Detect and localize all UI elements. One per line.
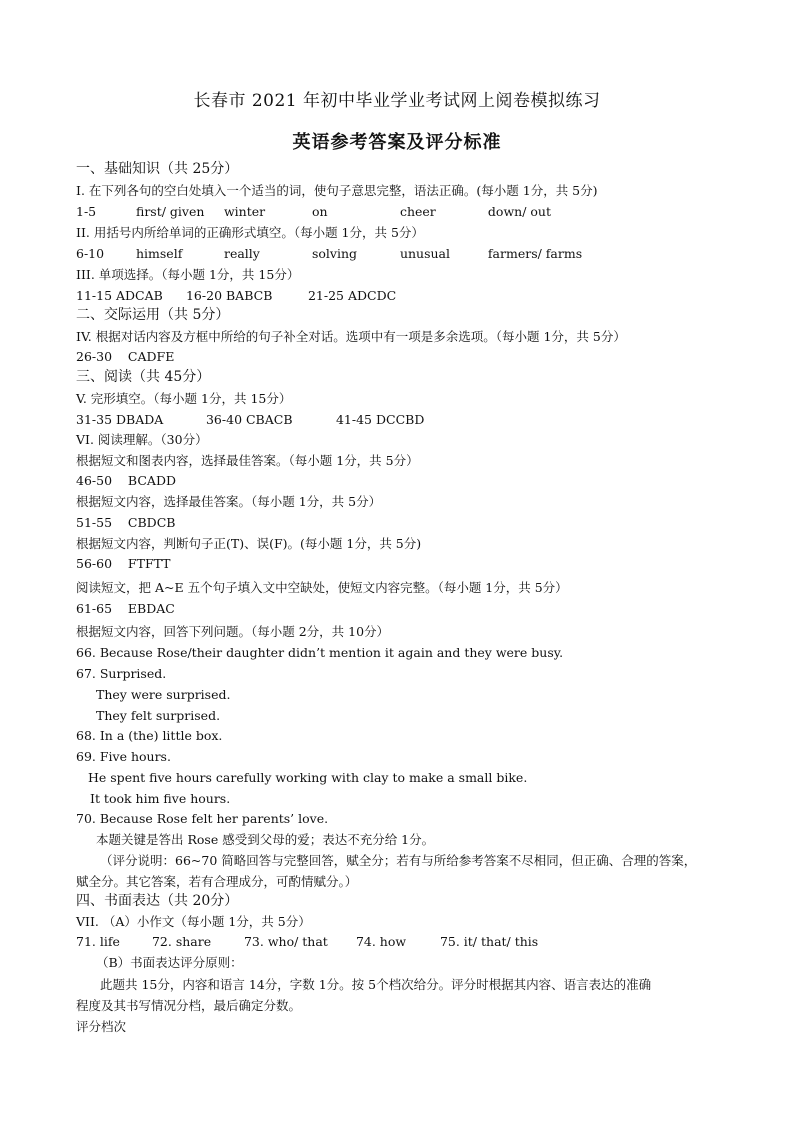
answer-cell: unusual: [399, 246, 451, 261]
answer-cell: 73. who/ that: [243, 934, 328, 949]
answer-group: 21-25 ADCDC: [307, 288, 397, 303]
reading-5-instruction: 根据短文内容，回答下列问题。（每小题 2分，共 10分）: [76, 624, 390, 639]
document-title: 长春市 2021 年初中毕业学业考试网上阅卷模拟练习: [193, 91, 601, 111]
answer-cell: himself: [135, 246, 183, 261]
answer-group: 11-15 ADCAB: [76, 288, 163, 303]
answer-cell: on: [311, 204, 328, 219]
answer-67-alt: They felt surprised.: [96, 708, 221, 723]
answer-cell: 75. it/ that/ this: [439, 934, 539, 949]
answer-cell: 74. how: [355, 934, 407, 949]
grade-label: 评分档次: [76, 1019, 127, 1034]
answer-cell: winter: [223, 204, 266, 219]
answer-group: 16-20 BABCB: [185, 288, 273, 303]
section-heading-3: 三、阅读（共 45分）: [76, 369, 211, 385]
reading-4-instruction: 阅读短文，把 A~E 五个句子填入文中空缺处，使短文内容完整。（每小题 1分，共 5分）: [76, 580, 568, 595]
part6-instruction: VI. 阅读理解。（30分）: [76, 432, 208, 447]
reading-3-instruction: 根据短文内容，判断句子正(T)、误(F)。(每小题 1分，共 5分): [76, 536, 422, 551]
answer-cell: farmers/ farms: [487, 246, 583, 261]
answer-cell: solving: [311, 246, 358, 261]
scoring-note: （评分说明：66~70 简略回答与完整回答，赋全分；若有与所给参考答案不尽相同，但正确、合理的答案，: [100, 853, 697, 868]
reading-4-answers: 61-65 EBDAC: [76, 601, 175, 616]
answer-69: 69. Five hours.: [76, 749, 171, 764]
part7-answers: [76, 934, 538, 950]
section-heading-4: 四、书面表达（共 20分）: [76, 893, 239, 909]
answer-range: 6-10: [76, 246, 105, 261]
answer-68: 68. In a (the) little box.: [76, 728, 223, 743]
reading-1-instruction: 根据短文和图表内容，选择最佳答案。（每小题 1分，共 5分）: [76, 453, 419, 468]
reading-1-answers: 46-50 BCADD: [76, 473, 176, 488]
part5-instruction: V. 完形填空。（每小题 1分，共 15分）: [76, 391, 292, 406]
part2-answers: [76, 246, 582, 262]
scoring-note: 赋全分。其它答案，若有合理成分，可酌情赋分。）: [76, 874, 358, 889]
answer-cell: 72. share: [151, 934, 212, 949]
reading-2-instruction: 根据短文内容，选择最佳答案。（每小题 1分，共 5分）: [76, 494, 382, 509]
partB-text: 程度及其书写情况分档，最后确定分数。: [76, 998, 302, 1013]
answer-cell: down/ out: [487, 204, 551, 219]
section-heading-1: 一、基础知识（共 25分）: [76, 161, 239, 177]
part7-instruction: VII. （A）小作文（每小题 1分，共 5分）: [76, 914, 311, 929]
answer-cell: cheer: [399, 204, 436, 219]
part5-answers: [76, 412, 424, 428]
answer-67: 67. Surprised.: [76, 666, 167, 681]
part2-instruction: II. 用括号内所给单词的正确形式填空。（每小题 1分，共 5分）: [76, 225, 424, 240]
reading-2-answers: 51-55 CBDCB: [76, 515, 176, 530]
answer-cell: first/ given: [135, 204, 205, 219]
answer-cell: really: [223, 246, 260, 261]
answer-70-note: 本题关键是答出 Rose 感受到父母的爱；表达不充分给 1分。: [96, 832, 435, 847]
answer-group: 31-35 DBADA: [76, 412, 164, 427]
section-heading-2: 二、交际运用（共 5分）: [76, 307, 230, 323]
part1-answers: [76, 204, 551, 220]
document-subtitle: 英语参考答案及评分标准: [292, 132, 502, 153]
answer-group: 36-40 CBACB: [205, 412, 293, 427]
part3-answers: [76, 288, 396, 304]
part4-instruction: IV. 根据对话内容及方框中所给的句子补全对话。选项中有一项是多余选项。（每小题 1分，共 5分）: [76, 329, 626, 344]
answer-cell: 71. life: [76, 934, 120, 949]
answer-67-alt: They were surprised.: [96, 687, 231, 702]
reading-3-answers: 56-60 FTFTT: [76, 556, 171, 571]
answer-66: 66. Because Rose/their daughter didn’t mention it again and they were busy.: [76, 645, 564, 660]
part4-answers: 26-30 CADFE: [76, 349, 175, 364]
answer-69-alt: He spent five hours carefully working with clay to make a small bike.: [88, 770, 528, 785]
answer-range: 1-5: [76, 204, 97, 219]
part3-instruction: III. 单项选择。（每小题 1分，共 15分）: [76, 267, 300, 282]
answer-70: 70. Because Rose felt her parents’ love.: [76, 811, 329, 826]
answer-group: 41-45 DCCBD: [335, 412, 425, 427]
answer-69-alt: It took him five hours.: [90, 791, 231, 806]
part1-instruction: I. 在下列各句的空白处填入一个适当的词，使句子意思完整，语法正确。(每小题 1分，共 5分): [76, 183, 598, 198]
partB-text: 此题共 15分，内容和语言 14分，字数 1分。按 5个档次给分。评分时根据其内容、语言表达的准确: [100, 977, 652, 992]
partB-heading: （B）书面表达评分原则：: [96, 955, 243, 970]
